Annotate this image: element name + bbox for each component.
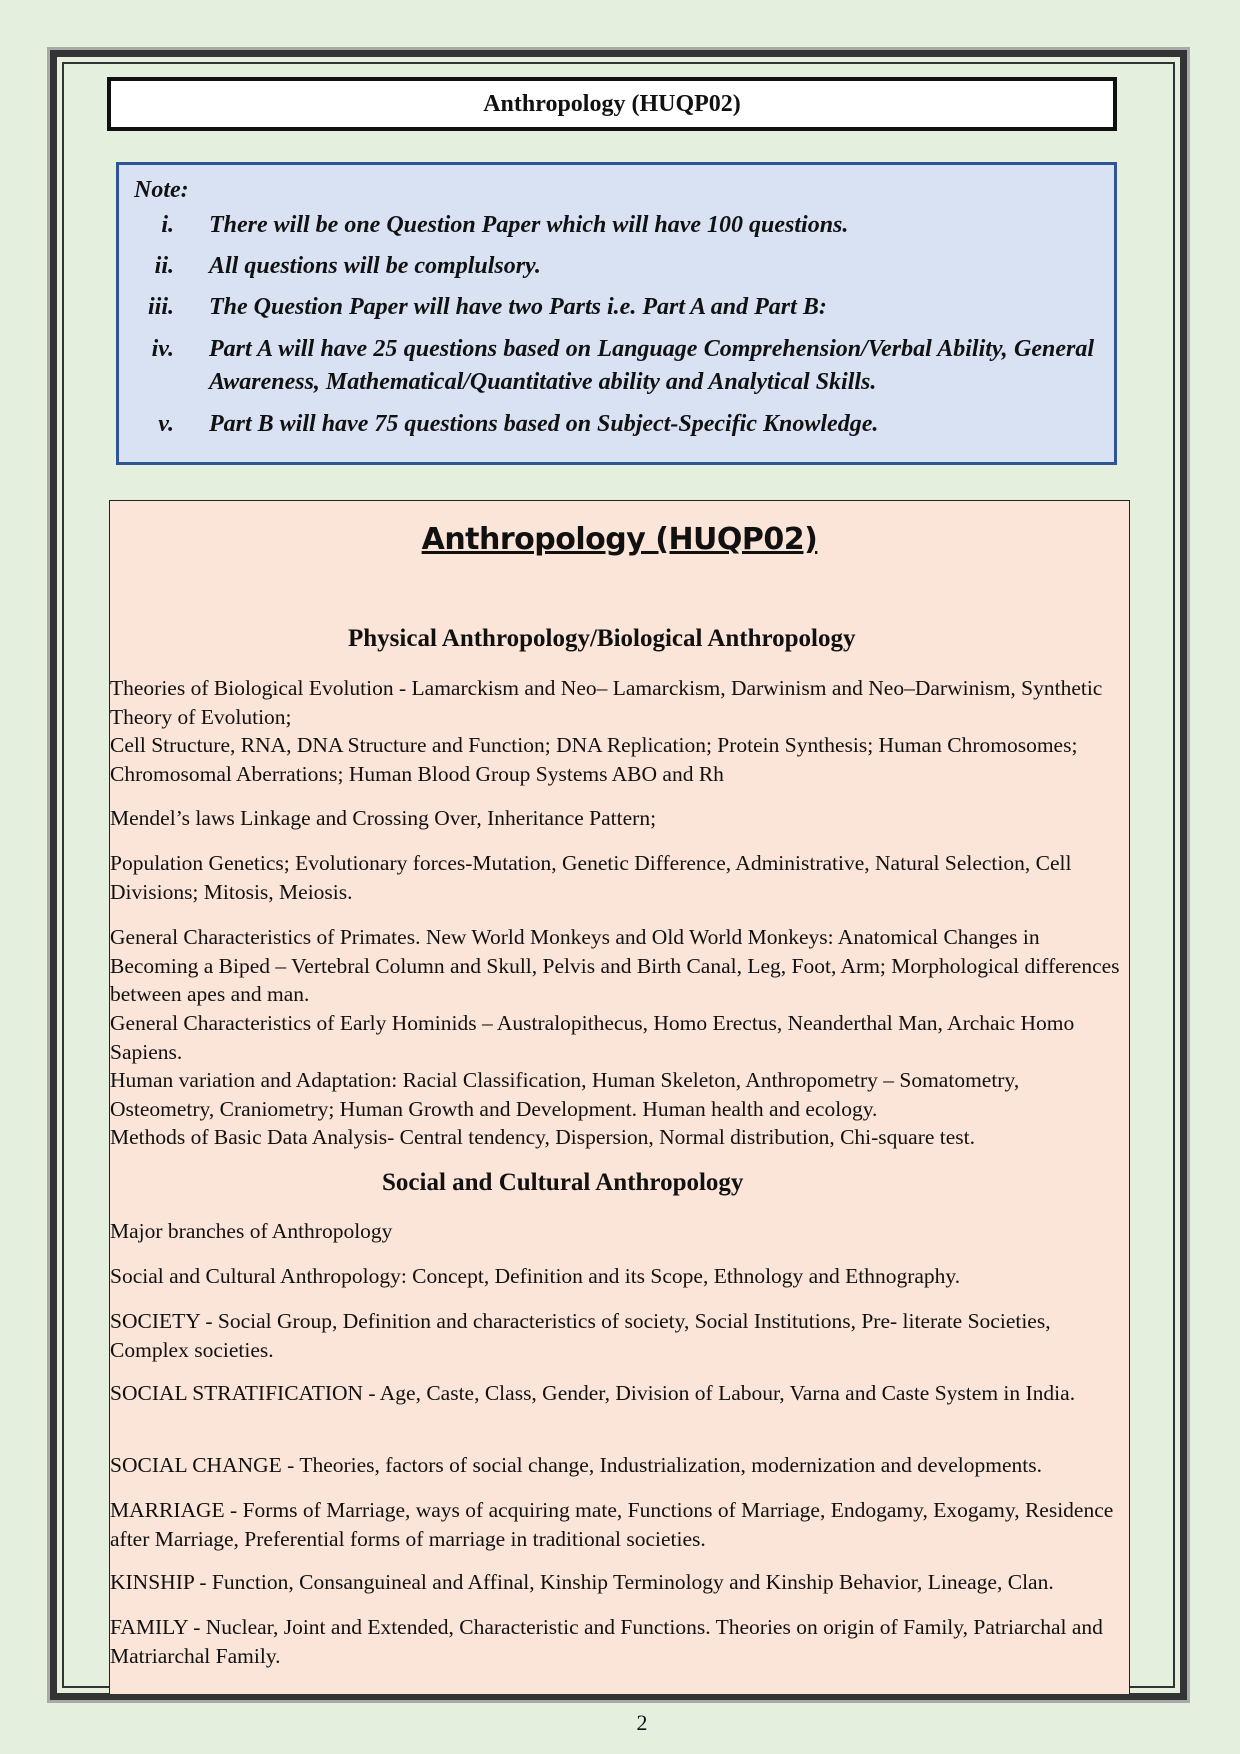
syllabus-paragraph: SOCIETY - Social Group, Definition and characteristics of society, Social Institutions, Pre- literate Societies, Complex societies. <box>110 1309 1051 1362</box>
syllabus-paragraph: MARRIAGE - Forms of Marriage, ways of acquiring mate, Functions of Marriage, Endogamy, Exogamy, Residence after Marriage, Preferential forms of marriage in traditional societies. <box>110 1498 1114 1551</box>
syllabus-paragraph: Mendel’s laws Linkage and Crossing Over, Inheritance Pattern; <box>110 806 657 830</box>
note-item-text: There will be one Question Paper which will have 100 questions. <box>209 212 849 238</box>
note-item-text: Part A will have 25 questions based on Language Comprehension/Verbal Ability, General Awareness, Mathematical/Quantitative ability and Analytical Skills. <box>209 336 1094 395</box>
syllabus-paragraph: Cell Structure, RNA, DNA Structure and Function; DNA Replication; Protein Synthesis; Human Chromosomes; Chromosomal Aberrations; Human Blood Group Systems ABO and Rh <box>110 733 1078 786</box>
note-item <box>119 209 1094 242</box>
document-title: Anthropology (HUQP02) <box>483 91 741 117</box>
syllabus-box <box>109 500 1130 1694</box>
syllabus-paragraph: General Characteristics of Primates. New World Monkeys and Old World Monkeys: Anatomical Changes in Becoming a Biped – Vertebral Column and Skull, Pelvis and Birth Canal, Leg, Foot, Arm; Morphological differences between apes and man. <box>110 925 1120 1006</box>
syllabus-paragraph: FAMILY - Nuclear, Joint and Extended, Characteristic and Functions. Theories on origin of Family, Patriarchal and Matriarchal Family. <box>110 1615 1103 1668</box>
syllabus-paragraph: KINSHIP - Function, Consanguineal and Affinal, Kinship Terminology and Kinship Behavior, Lineage, Clan. <box>110 1570 1054 1594</box>
note-item-text: All questions will be complulsory. <box>209 253 541 279</box>
note-item-number: i. <box>161 212 174 238</box>
note-item-text: The Question Paper will have two Parts i.e. Part A and Part B: <box>209 294 827 320</box>
syllabus-paragraph: Population Genetics; Evolutionary forces-Mutation, Genetic Difference, Administrative, Natural Selection, Cell Divisions; Mitosis, Meiosis. <box>110 851 1072 904</box>
note-item-number: iii. <box>147 294 174 320</box>
note-label: Note: <box>134 177 189 203</box>
note-item-number: v. <box>158 411 174 437</box>
note-item <box>119 291 1094 324</box>
note-item <box>119 333 1094 399</box>
page-number: 2 <box>636 1710 648 1735</box>
syllabus-paragraph: SOCIAL CHANGE - Theories, factors of social change, Industrialization, modernization and developments. <box>110 1453 1043 1477</box>
note-box <box>116 162 1117 465</box>
syllabus-paragraph: SOCIAL STRATIFICATION - Age, Caste, Class, Gender, Division of Labour, Varna and Caste System in India. <box>110 1381 1076 1405</box>
note-item-number: iv. <box>151 336 174 362</box>
section-heading-social: Social and Cultural Anthropology <box>382 1169 744 1196</box>
document-title-box <box>107 77 1117 131</box>
section-heading-physical: Physical Anthropology/Biological Anthropology <box>348 625 856 652</box>
syllabus-paragraph: Theories of Biological Evolution - Lamarckism and Neo– Lamarckism, Darwinism and Neo–Darwinism, Synthetic Theory of Evolution; <box>110 676 1103 729</box>
syllabus-paragraph: Major branches of Anthropology <box>110 1219 393 1243</box>
note-item-text: Part B will have 75 questions based on Subject-Specific Knowledge. <box>209 411 879 437</box>
syllabus-paragraph: General Characteristics of Early Hominids – Australopithecus, Homo Erectus, Neanderthal Man, Archaic Homo Sapiens. <box>110 1011 1075 1064</box>
note-item-number: ii. <box>154 253 174 279</box>
note-item <box>119 408 1094 441</box>
syllabus-paragraph: Human variation and Adaptation: Racial Classification, Human Skeleton, Anthropometry – Somatometry, Osteometry, Craniometry; Human Growth and Development. Human health and ecology. <box>110 1068 1020 1121</box>
syllabus-paragraph: Methods of Basic Data Analysis- Central tendency, Dispersion, Normal distribution, Chi-square test. <box>110 1125 976 1149</box>
note-item <box>119 250 1094 283</box>
syllabus-paragraph: Social and Cultural Anthropology: Concept, Definition and its Scope, Ethnology and Ethnography. <box>110 1264 961 1288</box>
syllabus-title: Anthropology (HUQP02) <box>421 522 818 557</box>
